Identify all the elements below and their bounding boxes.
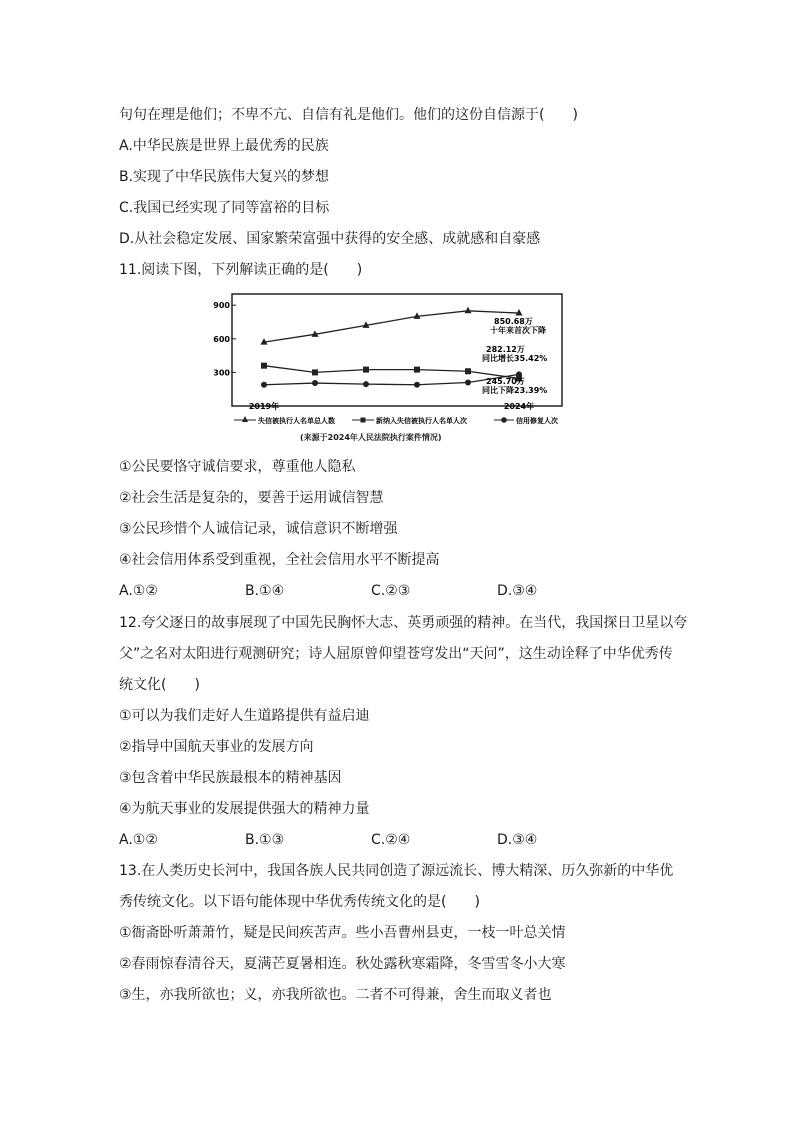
series-2-point-3 bbox=[414, 382, 420, 388]
series-line-2 bbox=[264, 374, 519, 384]
q11-statement-1: ①公民要恪守诚信要求，尊重他人隐私 bbox=[119, 459, 356, 475]
annotation-245: 245.70万 bbox=[486, 377, 525, 386]
series-2-point-4 bbox=[465, 379, 471, 385]
q10-option-a[interactable]: A.中华民族是世界上最优秀的民族 bbox=[119, 138, 329, 154]
q11-statement-2: ②社会生活是复杂的，要善于运用诚信智慧 bbox=[119, 490, 384, 506]
q12-statement-2: ②指导中国航天事业的发展方向 bbox=[119, 739, 314, 755]
q10-stem: 句句在理是他们；不卑不亢、自信有礼是他们。他们的这份自信源于( ) bbox=[119, 107, 578, 123]
legend-square-marker bbox=[361, 418, 366, 423]
y-tick-label-0: 300 bbox=[213, 368, 230, 378]
q13-statement-2: ②春雨惊春清谷天，夏满芒夏暑相连。秋处露秋寒霜降，冬雪雪冬小大寒 bbox=[119, 956, 566, 972]
series-1-point-1 bbox=[312, 369, 318, 375]
q12-statement-4: ④为航天事业的发展提供强大的精神力量 bbox=[119, 801, 370, 817]
series-lines bbox=[264, 311, 519, 385]
q12-statement-1: ①可以为我们走好人生道路提供有益启迪 bbox=[119, 708, 370, 724]
q11-statement-4: ④社会信用体系受到重视，全社会信用水平不断提高 bbox=[119, 552, 440, 568]
q12-statement-3: ③包含着中华民族最根本的精神基因 bbox=[119, 770, 342, 786]
q12-choice-c[interactable]: C.②④ bbox=[371, 832, 411, 848]
q11-choices bbox=[119, 582, 623, 600]
y-tick-label-2: 900 bbox=[213, 301, 230, 311]
series-markers bbox=[261, 307, 523, 388]
annotation-decline: 十年来首次下降 bbox=[490, 326, 546, 335]
q11-choice-b[interactable]: B.①④ bbox=[245, 583, 285, 599]
q12-stem-line-3: 统文化( ) bbox=[119, 677, 200, 693]
series-1-point-2 bbox=[363, 367, 369, 373]
series-line-0 bbox=[264, 311, 519, 342]
annotation-282: 282.12万 bbox=[486, 345, 525, 354]
y-tick-label-1: 600 bbox=[213, 334, 230, 344]
credit-line-chart bbox=[213, 292, 574, 432]
chart-source: (来源于2024年人民法院执行案件情况) bbox=[300, 433, 442, 442]
series-2-point-1 bbox=[312, 380, 318, 386]
series-1-point-4 bbox=[465, 368, 471, 374]
q10-option-b[interactable]: B.实现了中华民族伟大复兴的梦想 bbox=[119, 169, 330, 185]
series-2-point-2 bbox=[363, 381, 369, 387]
q11-choice-a[interactable]: A.①② bbox=[119, 583, 158, 599]
q10-option-c[interactable]: C.我国已经实现了同等富裕的目标 bbox=[119, 200, 330, 216]
series-2-point-0 bbox=[261, 382, 267, 388]
series-0-point-4 bbox=[465, 307, 472, 314]
legend-triangle-marker bbox=[242, 416, 248, 422]
legend-series-1: 失信被执行人名单总人数 bbox=[258, 417, 335, 425]
chart-legend bbox=[234, 416, 558, 425]
annotation-decrease: 同比下降23.39% bbox=[482, 386, 548, 395]
q13-statement-1: ①衙斋卧听萧萧竹，疑是民间疾苦声。些小吾曹州县吏，一枝一叶总关情 bbox=[119, 925, 566, 941]
x-tick-2019: 2019年 bbox=[248, 402, 280, 411]
q11-statement-3: ③公民珍惜个人诚信记录，诚信意识不断增强 bbox=[119, 521, 398, 537]
q13-stem-line-1: 13.在人类历史长河中，我国各族人民共同创造了源远流长、博大精深、历久弥新的中华优 bbox=[119, 863, 674, 879]
q12-choices bbox=[119, 831, 623, 849]
q12-stem-line-1: 12.夸父逐日的故事展现了中国先民胸怀大志、英勇顽强的精神。在当代，我国探日卫星以夸 bbox=[119, 615, 688, 631]
legend-series-2: 新纳入失信被执行人名单人次 bbox=[376, 417, 467, 425]
q13-statement-3: ③生，亦我所欲也；义，亦我所欲也。二者不可得兼，舍生而取义者也 bbox=[119, 987, 552, 1003]
series-1-point-0 bbox=[261, 363, 267, 369]
x-tick-2024: 2024年 bbox=[503, 402, 535, 411]
q11-choice-d[interactable]: D.③④ bbox=[497, 583, 538, 599]
annotation-increase: 同比增长35.42% bbox=[482, 354, 548, 363]
q12-choice-d[interactable]: D.③④ bbox=[497, 832, 538, 848]
series-1-point-3 bbox=[414, 367, 420, 373]
legend-series-3: 信用修复人次 bbox=[516, 417, 558, 425]
q12-choice-a[interactable]: A.①② bbox=[119, 832, 158, 848]
legend-circle-marker bbox=[501, 417, 507, 423]
q12-stem-line-2: 父”之名对太阳进行观测研究；诗人屈原曾仰望苍穹发出“天问”，这生动诠释了中华优秀传 bbox=[119, 646, 673, 662]
q13-stem-line-2: 秀传统文化。以下语句能体现中华优秀传统文化的是( ) bbox=[119, 894, 480, 910]
q12-choice-b[interactable]: B.①③ bbox=[245, 832, 285, 848]
q11-choice-c[interactable]: C.②③ bbox=[371, 583, 411, 599]
series-line-1 bbox=[264, 366, 519, 379]
q10-option-d[interactable]: D.从社会稳定发展、国家繁荣富强中获得的安全感、成就感和自豪感 bbox=[119, 231, 541, 247]
annotation-850: 850.68万 bbox=[494, 317, 533, 326]
q11-stem: 11.阅读下图，下列解读正确的是( ) bbox=[119, 262, 363, 278]
